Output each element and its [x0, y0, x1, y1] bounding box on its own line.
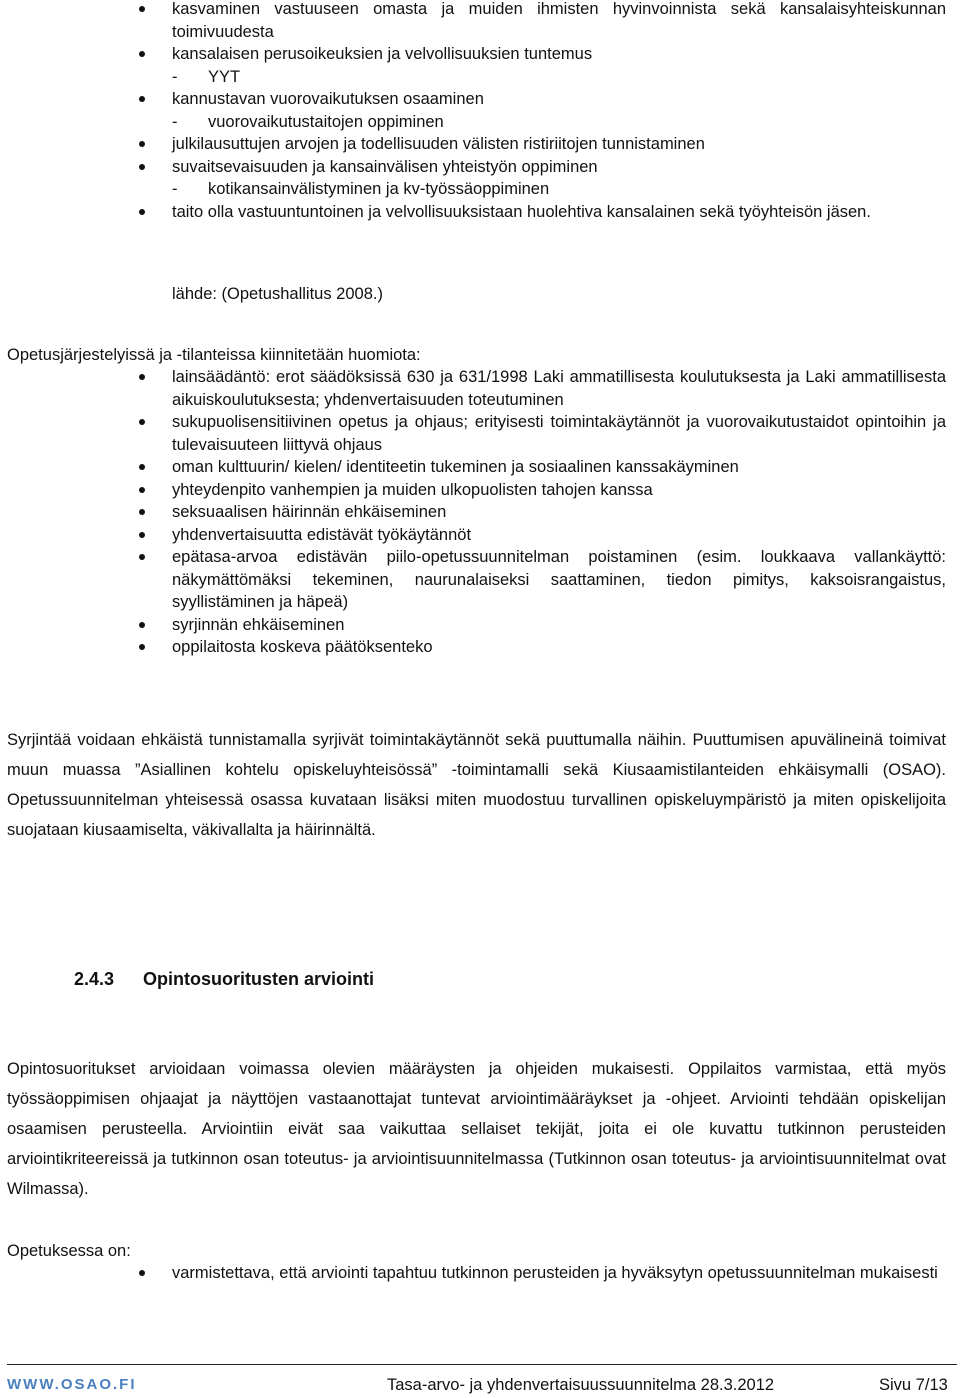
bullet-icon	[139, 644, 145, 650]
bullet-icon	[139, 509, 145, 515]
assessment-paragraph: Opintosuoritukset arvioidaan voimassa olevien määräysten ja ohjeiden mukaisesti. Oppilaitos varmistaa, että myös työssäoppimisen ohjaajat ja näyttöjen vastaanottajat tuntevat arviointimääräykset ja -ohjeet. Arviointi tehdään opiskelijan osaamisen perusteella. Arviointiin eivät saa vaikuttaa sellaiset tekijät, joita ei ole kuvattu tutkinnon perusteiden arviointikriteereissä ja tutkinnon osan toteutus- ja arviointisuunnitelmassa (Tutkinnon osan toteutus- ja arviointisuunnitelmat ovat Wilmassa).	[7, 1060, 946, 1198]
bullet-icon	[139, 622, 145, 628]
list-item	[172, 43, 946, 66]
bullet-icon	[139, 464, 145, 470]
list-item-text: sukupuolisensitiivinen opetus ja ohjaus; erityisesti toimintakäytännöt ja vuorovaikutustaidot opintoihin ja tulevaisuuteen liittyvä ohjaus	[172, 413, 946, 454]
sub-list-item	[172, 111, 946, 134]
list-item	[172, 479, 946, 502]
dash-marker: -	[172, 112, 178, 131]
list-item	[172, 546, 946, 614]
list-item-text: taito olla vastuuntuntoinen ja velvollisuuksistaan huolehtiva kansalainen sekä työyhteisön jäsen.	[172, 202, 871, 221]
section-heading	[74, 966, 374, 992]
list-item	[172, 156, 946, 179]
list-item-text: yhteydenpito vanhempien ja muiden ulkopuolisten tahojen kanssa	[172, 480, 653, 499]
list-item	[172, 88, 946, 111]
bullet-icon	[139, 532, 145, 538]
list-item	[172, 501, 946, 524]
footer-divider	[7, 1364, 957, 1365]
bullet-icon	[139, 374, 145, 380]
section-title: Opintosuoritusten arviointi	[143, 969, 375, 989]
list-item	[172, 366, 946, 411]
list-item-text: kasvaminen vastuuseen omasta ja muiden ihmisten hyvinvoinnista sekä kansalaisyhteiskunnan toimivuudesta	[172, 0, 946, 41]
values-list	[172, 0, 946, 223]
footer-website-link[interactable]: WWW.OSAO.FI	[7, 1376, 137, 1393]
bullet-icon	[139, 164, 145, 170]
list-item-text: kannustavan vuorovaikutuksen osaaminen	[172, 90, 484, 108]
list-item-text: oppilaitosta koskeva päätöksenteko	[172, 638, 433, 656]
list-item-text: kansalaisen perusoikeuksien ja velvollisuuksien tuntemus	[172, 45, 593, 63]
sub-list-item-text: YYT	[208, 67, 241, 86]
bullet-icon	[139, 209, 145, 215]
list-item-text: suvaitsevaisuuden ja kansainvälisen yhteistyön oppiminen	[172, 157, 598, 176]
list-item-text: syrjinnän ehkäiseminen	[172, 615, 345, 634]
footer-page-number: Sivu 7/13	[879, 1376, 948, 1394]
sub-list-item	[172, 66, 946, 89]
list-item-text: julkilausuttujen arvojen ja todellisuuden välisten ristiriitojen tunnistaminen	[172, 135, 705, 153]
list-item-text: oman kulttuurin/ kielen/ identiteetin tukeminen ja sosiaalinen kanssakäyminen	[172, 458, 739, 476]
list-item	[172, 1262, 946, 1285]
bullet-icon	[139, 419, 145, 425]
sub-list-item-text: vuorovaikutustaitojen oppiminen	[208, 112, 444, 131]
teaching-label: Opetuksessa on:	[7, 1242, 131, 1260]
list-item-text: seksuaalisen häirinnän ehkäiseminen	[172, 503, 447, 521]
list-item	[172, 524, 946, 547]
list-item	[172, 411, 946, 456]
arrangements-intro: Opetusjärjestelyissä ja -tilanteissa kiinnitetään huomiota:	[7, 346, 421, 364]
bullet-icon	[139, 487, 145, 493]
sub-list-item	[172, 178, 946, 201]
discrimination-paragraph: Syrjintää voidaan ehkäistä tunnistamalla syrjivät toimintakäytännöt sekä puuttumalla näihin. Puuttumisen apuvälineinä toimivat muun muassa ”Asiallinen kohtelu opiskeluyhteisössä” -toimintamalli sekä Kiusaamistilanteiden ehkäisymalli (OSAO). Opetussuunnitelman yhteisessä osassa kuvataan lisäksi miten muodostuu turvallinen opiskeluympäristö ja miten opiskelijoita suojataan kiusaamiselta, väkivallalta ja häirinnältä.	[7, 731, 946, 839]
dash-marker: -	[172, 67, 178, 86]
bullet-icon	[139, 6, 145, 12]
bullet-icon	[139, 96, 145, 102]
section-number: 2.4.3	[74, 969, 115, 989]
list-item	[172, 0, 946, 43]
footer-document-title: Tasa-arvo- ja yhdenvertaisuussuunnitelma 28.3.2012	[387, 1376, 775, 1394]
sub-list-item-text: kotikansainvälistyminen ja kv-työssäoppiminen	[208, 180, 550, 198]
bullet-icon	[139, 1270, 145, 1276]
source-citation: lähde: (Opetushallitus 2008.)	[172, 285, 383, 303]
list-item	[172, 614, 946, 637]
bullet-icon	[139, 51, 145, 57]
list-item	[172, 456, 946, 479]
dash-marker: -	[172, 180, 178, 198]
arrangements-list	[172, 366, 946, 659]
bullet-icon	[139, 141, 145, 147]
teaching-list	[172, 1262, 946, 1285]
list-item-text: epätasa-arvoa edistävän piilo-opetussuunnitelman poistaminen (esim. loukkaava vallankäyttö: näkymättömäksi tekeminen, naurunalaiseksi saattaminen, tiedon pimitys, kaksoisrangaistus, syyllistäminen ja häpeä)	[172, 548, 946, 611]
list-item	[172, 636, 946, 659]
list-item	[172, 133, 946, 156]
bullet-icon	[139, 554, 145, 560]
list-item-text: yhdenvertaisuutta edistävät työkäytännöt	[172, 525, 472, 544]
list-item-text: lainsäädäntö: erot säädöksissä 630 ja 631/1998 Laki ammatillisesta koulutuksesta ja Laki ammatillisesta aikuiskoulutuksesta; yhdenvertaisuuden toteutuminen	[172, 368, 946, 409]
list-item-text: varmistettava, että arviointi tapahtuu tutkinnon perusteiden ja hyväksytyn opetussuunnitelman mukaisesti	[172, 1264, 938, 1282]
list-item	[172, 201, 946, 224]
